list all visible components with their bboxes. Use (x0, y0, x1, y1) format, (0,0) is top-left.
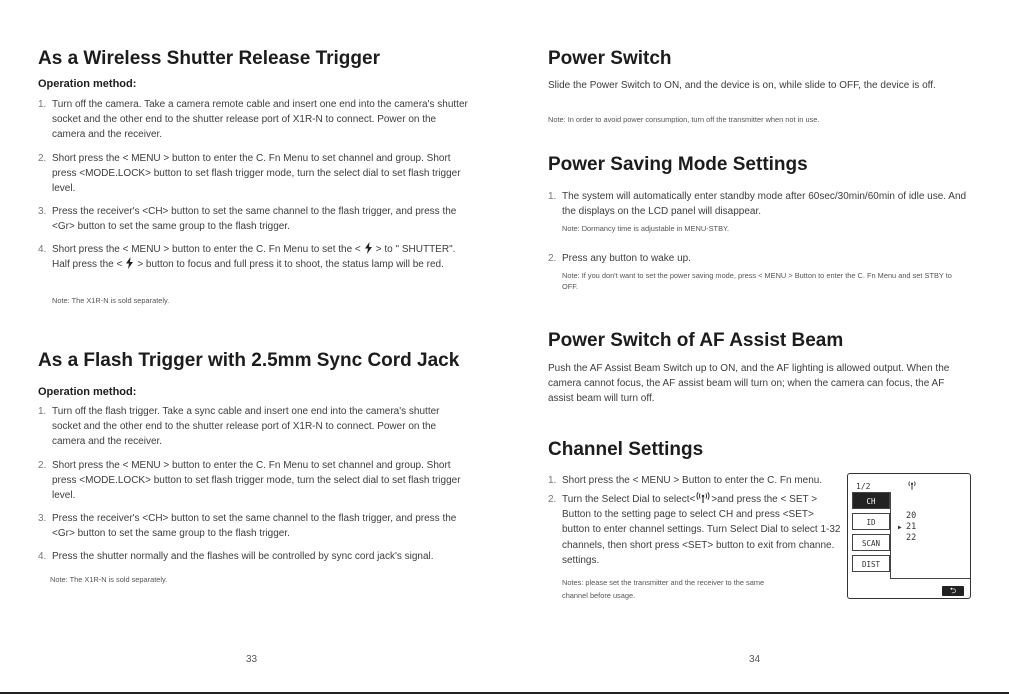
list-item (548, 492, 843, 568)
lcd-channel-value-selected: ▶ 21 (898, 522, 916, 533)
operation-method-label: Operation method: (38, 386, 137, 398)
note: Note: If you don't want to set the power saving mode, press < MENU > Button to enter the C. Fn Menu and set STBY to OFF. (562, 271, 952, 292)
list-item (38, 511, 468, 541)
note: Note: Dormancy time is adjustable in MENU-STBY. (562, 224, 730, 234)
left-page (0, 0, 500, 694)
lcd-menu-item-dist: DIST (852, 555, 890, 572)
list-number: 1. (548, 475, 557, 486)
lcd-menu-item-ch: CH (852, 492, 890, 509)
list-item (38, 458, 468, 504)
list-text: Short press the < MENU > button to enter the C. Fn Menu to set channel and group. Short press <MODE.LOCK> button to set flash trigger mode, turn the select dial to set flash trigger level. (52, 460, 461, 502)
lcd-menu (852, 492, 890, 576)
list-text: Press any button to wake up. (562, 253, 691, 264)
note: Note: In order to avoid power consumption, turn off the transmitter when not in use. (548, 115, 820, 124)
list-item (548, 251, 968, 292)
flash-icon (125, 257, 134, 269)
list-text: Turn off the camera. Take a camera remote cable and insert one end into the camera's shutter socket and the other end to the shutter release port of X1R-N to connect. Power on the camera and the receiver. (52, 99, 468, 141)
note: Note: The X1R-N is sold separately. (52, 296, 170, 305)
list-number: 2. (38, 460, 47, 471)
section-title-power-saving: Power Saving Mode Settings (548, 154, 808, 175)
lcd-page-indicator: 1/2 (856, 482, 871, 491)
lcd-channel-screen (847, 473, 971, 599)
page-number: 33 (246, 654, 258, 665)
note: Note: The X1R-N is sold separately. (50, 575, 168, 584)
section-title-af-assist: Power Switch of AF Assist Beam (548, 330, 844, 351)
lcd-channel-values (898, 511, 916, 544)
lcd-channel-value: 22 (906, 533, 917, 543)
list-number: 1. (38, 406, 47, 417)
lcd-menu-item-scan: SCAN (852, 534, 890, 551)
list-text-part: > button to focus and full press it to shoot, the status lamp will be red. (137, 259, 444, 271)
list-text: Press the shutter normally and the flashes will be controlled by sync cord jack's signal. (52, 551, 434, 562)
list-item (38, 549, 478, 564)
paragraph: Push the AF Assist Beam Switch up to ON, and the AF lighting is allowed output. When the camera cannot focus, the AF assist beam will turn on; when the camera can focus, the AF assist beam will turn off. (548, 363, 950, 405)
back-icon: ⮌ (942, 586, 964, 596)
lcd-menu-item-id: ID (852, 513, 890, 530)
list-item (38, 97, 468, 143)
section-title-sync-cord: As a Flash Trigger with 2.5mm Sync Cord Jack (38, 350, 460, 371)
list-item (548, 473, 843, 488)
list-number: 3. (38, 206, 47, 217)
list-text: Press the receiver's <CH> button to set the same channel to the flash trigger, and press the <Gr> button to set the same group to the flash trigger. (52, 513, 457, 540)
list-item (38, 242, 468, 272)
note: Notes: please set the transmitter and the receiver to the same (562, 578, 765, 587)
list-text (52, 242, 468, 272)
lcd-divider (890, 492, 891, 578)
list-number: 2. (38, 153, 47, 164)
note: channel before usage. (562, 591, 636, 600)
list-number: 3. (38, 513, 47, 524)
list-item (38, 204, 468, 234)
section-title-power-switch: Power Switch (548, 48, 672, 69)
list-number: 2. (548, 253, 557, 264)
list-text: Turn off the flash trigger. Take a sync cable and insert one end into the camera's shutter socket and the other end to the shutter release port of X1R-N to connect. Power on the camera and the receiver. (52, 406, 440, 448)
list-number: 2. (548, 494, 557, 505)
right-page (504, 0, 1009, 694)
list-text: The system will automatically enter standby mode after 60sec/30min/60min of idle use. And the displays on the LCD panel will disappear. (562, 191, 967, 218)
section-title-wireless-shutter: As a Wireless Shutter Release Trigger (38, 48, 380, 69)
list-item (38, 151, 468, 197)
list-number: 4. (38, 244, 47, 255)
page-number: 34 (749, 654, 761, 665)
list-text: Short press the < MENU > button to enter the C. Fn Menu to set channel and group. Short press <MODE.LOCK> button to set flash trigger mode, turn the select dial to set flash trigger level. (52, 153, 461, 195)
list-number: 4. (38, 551, 47, 562)
list-text-part: Turn the Select Dial to select< (562, 494, 696, 505)
list-number: 1. (548, 191, 557, 202)
lcd-divider (890, 578, 970, 579)
flash-icon (364, 242, 373, 254)
signal-icon (906, 480, 918, 490)
lcd-channel-value: 20 (906, 511, 917, 521)
operation-method-label: Operation method: (38, 78, 137, 90)
list-text (562, 492, 843, 568)
list-number: 1. (38, 99, 47, 110)
list-text-part: > to " SHUTTER". Half press the < (52, 244, 456, 271)
list-text: Short press the < MENU > Button to enter the C. Fn menu. (562, 475, 823, 486)
signal-icon (696, 492, 710, 503)
list-item (548, 189, 968, 234)
list-text-part: >and press the < SET > Button to the setting page to select CH and press <SET> button to enter channel settings. Turn Select Dial to select 1-32 channels, then short press <SET> button to exit from channe. settings. (562, 494, 841, 566)
list-text-part: Short press the < MENU > button to enter the C. Fn Menu to set the < (52, 244, 361, 255)
section-title-channel-settings: Channel Settings (548, 439, 704, 460)
paragraph: Slide the Power Switch to ON, and the device is on, while slide to OFF, the device is off. (548, 80, 936, 91)
list-text: Press the receiver's <CH> button to set the same channel to the flash trigger, and press the <Gr> button to set the same group to the flash trigger. (52, 206, 457, 233)
list-item (38, 404, 468, 450)
